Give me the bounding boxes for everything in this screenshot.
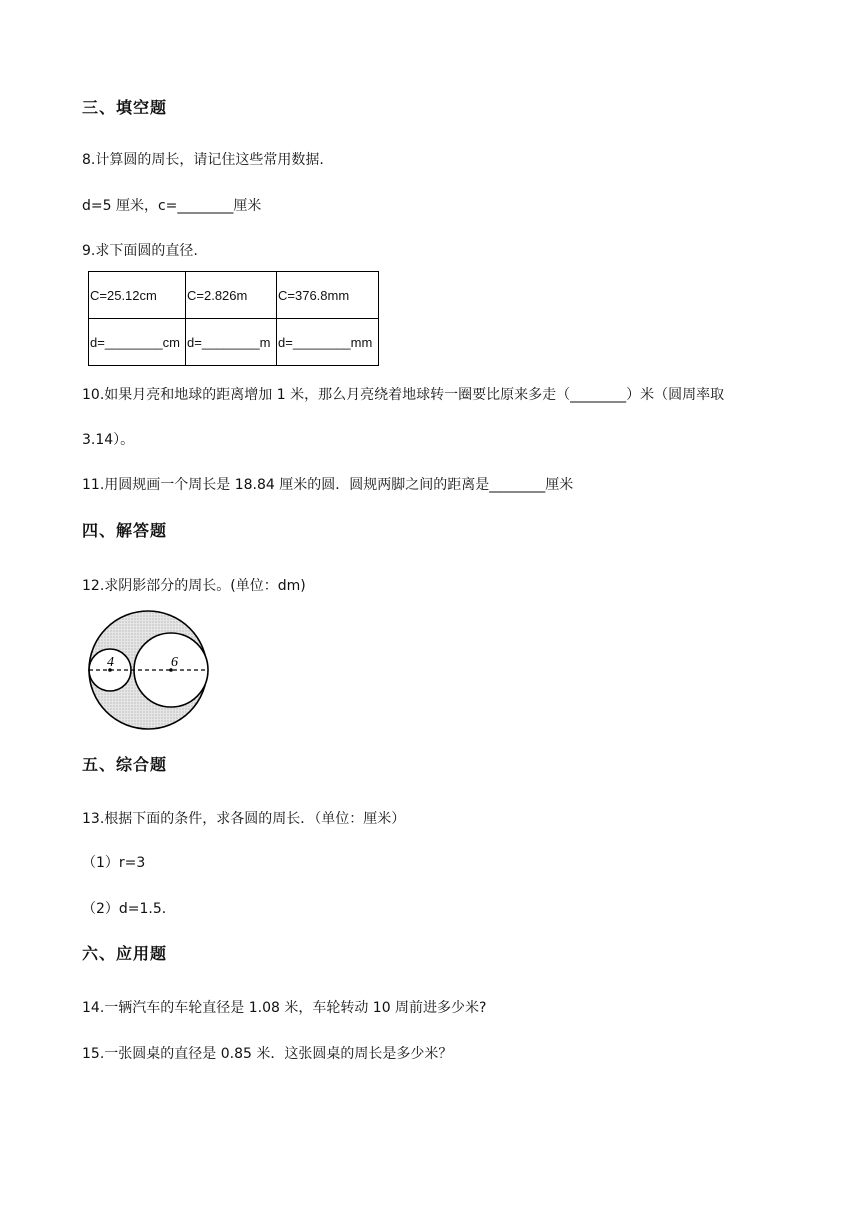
diameter-table xyxy=(88,271,379,366)
table-row xyxy=(89,319,379,366)
small-circle-label: 4 xyxy=(107,655,114,670)
shaded-circles-figure xyxy=(86,609,212,731)
question-10-line-2: 3.14）。 xyxy=(82,432,135,448)
question-9: 9.求下面圆的直径. xyxy=(82,243,198,259)
question-15: 15.一张圆桌的直径是 0.85 米．这张圆桌的周长是多少米？ xyxy=(82,1046,453,1062)
question-13-part-1: （1）r=3 xyxy=(82,855,146,871)
table-cell: d=________mm xyxy=(277,319,379,366)
question-12: 12.求阴影部分的周长。(单位：dm) xyxy=(82,578,306,594)
section-heading-answer: 四、解答题 xyxy=(82,521,168,540)
table-cell: C=376.8mm xyxy=(277,272,379,319)
question-8: 8.计算圆的周长，请记住这些常用数据. xyxy=(82,152,324,168)
table-cell: d=________cm xyxy=(89,319,186,366)
table-cell: C=25.12cm xyxy=(89,272,186,319)
table-cell: C=2.826m xyxy=(186,272,277,319)
question-8-blank-line: d=5 厘米，c=________厘米 xyxy=(82,198,262,214)
question-14: 14.一辆汽车的车轮直径是 1.08 米，车轮转动 10 周前进多少米? xyxy=(82,1000,487,1016)
section-heading-application: 六、应用题 xyxy=(82,944,168,963)
section-heading-comprehensive: 五、综合题 xyxy=(82,755,168,774)
question-13: 13.根据下面的条件，求各圆的周长．（单位：厘米） xyxy=(82,811,406,827)
table-cell: d=________m xyxy=(186,319,277,366)
large-circle-label: 6 xyxy=(171,655,178,670)
question-13-part-2: （2）d=1.5． xyxy=(82,901,176,917)
section-heading-fill-blank: 三、填空题 xyxy=(82,98,168,117)
question-11: 11.用圆规画一个周长是 18.84 厘米的圆．圆规两脚之间的距离是________厘米 xyxy=(82,477,574,493)
table-row xyxy=(89,272,379,319)
question-10-line-1: 10.如果月亮和地球的距离增加 1 米，那么月亮绕着地球转一圈要比原来多走（________）米（圆周率取 xyxy=(82,387,725,403)
